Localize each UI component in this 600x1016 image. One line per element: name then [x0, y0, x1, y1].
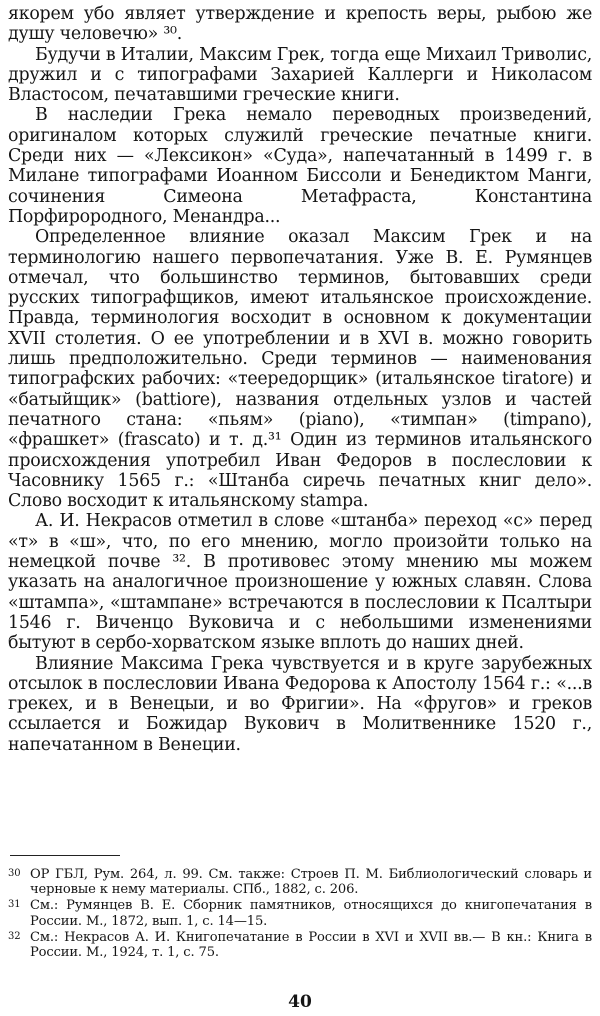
footnote: [8, 897, 592, 928]
footnote: [8, 929, 592, 960]
footnote-text: См.: Некрасов А. И. Книгопечатание в России в XVI и XVII вв.— В кн.: Книга в России. М., 1924, т. 1, с. 75.: [30, 929, 592, 961]
paragraph-continued: якорем убо являет утверждение и крепость веры, рыбою же душу человечю» ³⁰.: [8, 4, 592, 45]
paragraph: В наследии Грека немало переводных произведений, оригиналом которых служилй греческие печатные книги. Среди них — «Лексикон» «Суда», напечатанный в 1499 г. в Милане типографами Иоанном Биссоли и Бенедиктом Манги, сочинения Симеона Метафраста, Константина Порфирородного, Менандра...: [8, 105, 592, 227]
footnote-text: ОР ГБЛ, Рум. 264, л. 99. См. также: Строев П. М. Библиологический словарь и черновые к нему материалы. СПб., 1882, с. 206.: [30, 867, 592, 898]
paragraph: Влияние Максима Грека чувствуется и в круге зарубежных отсылок в послесловии Ивана Федорова к Апостолу 1564 г.: «...в грекех, и в Венецыи, и во Фригии». На «фругов» и греков ссылается и Божидар Вукович в Молитвеннике 1520 г., напечатанном в Венеции.: [8, 653, 592, 755]
paragraph: А. И. Некрасов отметил в слове «штанба» переход «с» перед «т» в «ш», что, по его мнению, могло произойти только на немецкой почве ³². В противовес этому мнению мы можем указать на аналогичное произношение у южных славян. Слова «штампа», «штампане» встречаются в послесловии к Псалтыри 1546 г. Виченцо Вуковича и с небольшими изменениями бытуют в сербо-хорватском языке вплоть до наших дней.: [8, 511, 592, 654]
footnote-number: 31: [8, 899, 21, 911]
paragraph: Определенное влияние оказал Максим Грек и на терминологию нашего первопечатания. Уже В. Е. Румянцев отмечал, что большинство терминов, бытовавших среди русских типографщиков, имеют итальянское происхождение. Правда, терминология восходит в основном к документации XVII столетия. О ее употреблении и в XVI в. можно говорить лишь предположительно. Среди терминов — наименования типографских рабочих: «теередорщик» (итальянское tiratore) и «батыйщик» (battiore), названия отдельных узлов и частей печатного стана: «пьям» (piano), «тимпан» (timpano), «фрашкет» (frascato) и т. д.³¹ Один из терминов итальянского происхождения употребил Иван Федоров в послесловии к Часовнику 1565 г.: «Штанба сиречь печатных книг дело». Слово восходит к итальянскому stampa.: [8, 227, 592, 512]
paragraph: Будучи в Италии, Максим Грек, тогда еще Михаил Триволис, дружил и с типографами Захарией Каллерги и Николасом Властосом, печатавшими греческие книги.: [8, 44, 592, 106]
footnote-number: 30: [8, 868, 21, 879]
main-text: [8, 4, 592, 755]
footnote: [8, 866, 592, 897]
footnote-text: См.: Румянцев В. Е. Сборник памятников, относящихся до книгопечатания в России. М., 1872, вып. 1, с. 14—15.: [30, 898, 592, 929]
footnote-number: 32: [8, 930, 21, 942]
footnotes: [8, 866, 592, 960]
footnote-separator: [10, 855, 120, 856]
page-number: 40: [288, 992, 312, 1012]
